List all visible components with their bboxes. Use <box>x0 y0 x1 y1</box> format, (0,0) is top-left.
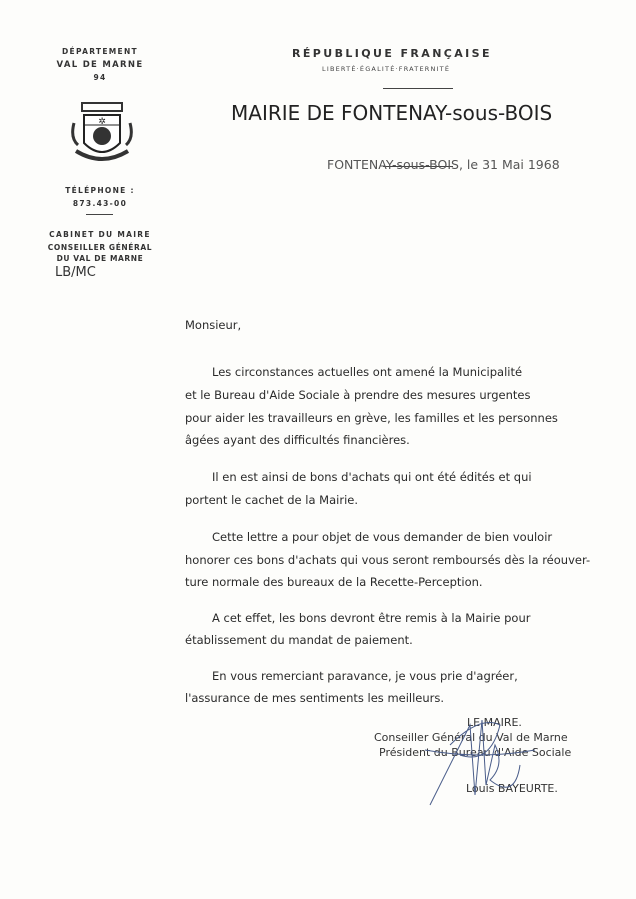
paragraph-line: honorer ces bons d'achats qui vous seront remboursés dès la réouver- <box>185 553 591 567</box>
du-val-label: DU VAL DE MARNE <box>56 254 144 263</box>
department-number: 94 <box>93 73 107 82</box>
region-label: VAL DE MARNE <box>56 60 144 70</box>
cabinet-label: CABINET DU MAIRE <box>49 230 151 239</box>
phone-number: 873.43-00 <box>72 199 128 208</box>
handwritten-signature-icon <box>420 705 540 815</box>
signature-line: Président du Bureau d'Aide Sociale <box>379 746 572 759</box>
department-label: DÉPARTEMENT <box>62 47 138 56</box>
paragraph-line: ture normale des bureaux de la Recette-Perception. <box>185 575 483 589</box>
salutation: Monsieur, <box>185 318 242 332</box>
paragraph-line: Cette lettre a pour objet de vous demander de bien vouloir <box>212 530 553 544</box>
page-title: MAIRIE DE FONTENAY-sous-BOIS <box>231 101 553 125</box>
divider <box>86 214 113 215</box>
signature-line: Conseiller Général du Val de Marne <box>374 731 568 744</box>
motto: LIBERTÉ·ÉGALITÉ·FRATERNITÉ <box>322 65 451 73</box>
paragraph-line: âgées ayant des difficultés financières. <box>185 433 410 447</box>
date-line: FONTENAY-sous-BOIS, le 31 Mai 1968 <box>327 157 560 172</box>
signatory-name: Louis BAYEURTE. <box>466 782 558 795</box>
paragraph-line: Il en est ainsi de bons d'achats qui ont été édités et qui <box>212 470 532 484</box>
paragraph-line: Les circonstances actuelles ont amené la Municipalité <box>212 365 523 379</box>
divider <box>383 88 453 89</box>
coat-of-arms-icon <box>62 93 142 173</box>
conseiller-label: CONSEILLER GÉNÉRAL <box>47 243 153 252</box>
paragraph-line: l'assurance de mes sentiments les meilleurs. <box>185 691 445 705</box>
paragraph-line: pour aider les travailleurs en grève, les familles et les personnes <box>185 411 558 425</box>
paragraph-line: portent le cachet de la Mairie. <box>185 493 358 507</box>
svg-text:✲: ✲ <box>98 117 106 127</box>
paragraph-line: En vous remerciant paravance, je vous prie d'agréer, <box>212 669 518 683</box>
paragraph-line: et le Bureau d'Aide Sociale à prendre des mesures urgentes <box>185 388 531 402</box>
signature-title: LE MAIRE. <box>467 716 522 729</box>
phone-label: TÉLÉPHONE : <box>65 186 135 195</box>
paragraph-line: A cet effet, les bons devront être remis à la Mairie pour <box>212 611 531 625</box>
reference: LB/MC <box>55 265 96 280</box>
republic-heading: RÉPUBLIQUE FRANÇAISE <box>292 47 492 60</box>
paragraph-line: établissement du mandat de paiement. <box>185 633 413 647</box>
